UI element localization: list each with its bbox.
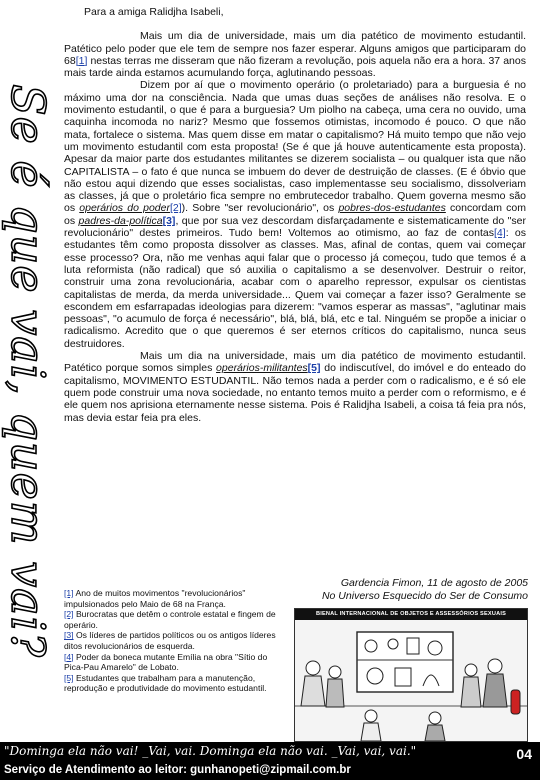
footnote-1: [1] Ano de muitos movimentos "revolucionários" impulsionados pelo Maio de 68 na França. xyxy=(64,588,246,609)
footnote-3: [3] Os líderes de partidos políticos ou os antigos líderes ditos revolucionários de esquerda. xyxy=(64,630,276,651)
salutation: Para a amiga Ralidjha Isabeli, xyxy=(84,6,224,18)
footnote-2: [2] Burocratas que detêm o controle estatal e fingem de operário. xyxy=(64,609,276,630)
paragraph-3: Mais um dia na universidade, mais um dia patético de movimento estudantil. Patético porque somos simples operários-militantes[5] do indiscutível, do imóvel e do enteado do capitalismo, MOVIMENTO ESTUDANTIL. Não temos nada a perder com o radicalismo, e é só ele quem pode construir uma nova sociedade, no entanto temos muito a perder com o reformismo, e é ele quem nos aprisiona eternamente nesse sistema. Pois é Ralidjha Isabeli, a coisa tá feia pra nós, mas devia estar feia pra eles. xyxy=(64,350,526,424)
paragraph-2: Dizem por aí que o movimento operário (o proletariado) para a burguesia é no máximo uma dor na consciência. Nada que umas duas seções de análises não resolva. E o movimento estudantil, o que é para a burguesia? Um piolho na cabeça, uma cera no ouvido, uma caquinha incomoda no nariz? Mesmo que fossemos otimistas, incomodo é pouco. O que não mata, fortalece o sistema. Mas quem disse em matar o capitalismo? Há muito tempo que não vejo um movimento estudantil com esta proposta! (Se é que já houve autenticamente esta proposta). Apesar da maior parte dos estudantes militantes se dizerem socialista – ou qualquer ista que não CAPITALISTA – o fato é que nunca se imbuem do dever de destruição de classes. (E é óbvio que não estou aqui dizendo que esses socialistas, caso implementasse seu socialismo, dissolveriam as classes, já que o proletário fica sempre no embrutecedor trabalho. Quem governa mesmo são os operários do poder[2]). Sobre "ser revolucionário", os pobres-dos-estudantes concordam com os padres-da-política[3], que por sua vez descordam disfarçadamente e sistematicamente do "ser revolucionário" destes primeiros. Tudo bem! Voltemos ao otimismo, ao faz de contas[4]: os estudantes têm como proposta dissolver as classes. Mas, afinal de contas, quem vai começar esse processo? Ora, não me venhas aqui falar que o processo já começou, tudo que temos é a luta reformista (não radical) que só auxilia o capitalismo a se desenvolver. Destruir o reitor, construir uma zona revolucionária, acabar com o aparelho repressor, expulsar os cientistas capitalistas de merda, da merda universidade... Quem vai começar a fazer isso? Geralmente se escondem em esfarrapadas ideologias para dizerem: "vamos esperar as massas", "aglutinar mais pessoas", "o acumulo de força é necessário", blá, blá, blá, etc e tal. Ninguém se propõe a iniciar o radicalismo. Acredito que o que queremos é ser eternos críticos do capitalismo, nunca seus destruidores. xyxy=(64,79,526,350)
footnote-4: [4] Poder da boneca mutante Emília na obra "Sítio do Pica-Pau Amarelo" de Lobato. xyxy=(64,651,268,673)
footnote-ref-1[interactable]: [1] xyxy=(75,54,88,67)
side-title: Se é que vai, quem vai? xyxy=(1,84,55,658)
page-number: 04 xyxy=(516,746,532,762)
footnote-ref-5[interactable]: [5] xyxy=(307,362,321,375)
footnotes xyxy=(64,588,286,694)
cartoon-drawing xyxy=(295,620,527,741)
letter-body xyxy=(64,6,526,424)
footer-bar xyxy=(0,742,540,780)
reader-service-line: Serviço de Atendimento ao leitor: gunhanopeti@zipmail.com.br xyxy=(4,764,351,776)
signature: Gardencia Fimon, 11 de agosto de 2005 No Universo Esquecido do Ser de Consumo xyxy=(321,577,528,602)
cartoon-caption: BIENAL INTERNACIONAL DE OBJETOS E ASSESSÓRIOS SEXUAIS xyxy=(295,609,527,620)
footnote-ref-3[interactable]: [3] xyxy=(162,214,176,227)
footer-quote: "Dominga ela não vai! _Vai, vai. Dominga ela não vai. _Vai, vai, vai." xyxy=(4,744,417,758)
footnote-ref-4[interactable]: [4] xyxy=(494,227,506,240)
paragraph-1: Mais um dia de universidade, mais um dia patético de movimento estudantil. Patético pelo poder que ele tem de sempre nos fazer esperar. Alguns amigos que participaram do 68[1] nestas terras me disseram que não fizeram a revolução, pois aquela não era a hora. 37 anos mais tarde ainda estamos acumulando força, aglutinando pessoas. xyxy=(64,30,526,80)
footnote-5: [5] Estudantes que trabalham para a manutenção, reprodução e produtividade do movimento estudantil. xyxy=(64,672,267,694)
cartoon-image xyxy=(294,608,528,742)
side-title-banner xyxy=(0,0,56,742)
footnote-ref-2[interactable]: [2] xyxy=(169,202,182,215)
